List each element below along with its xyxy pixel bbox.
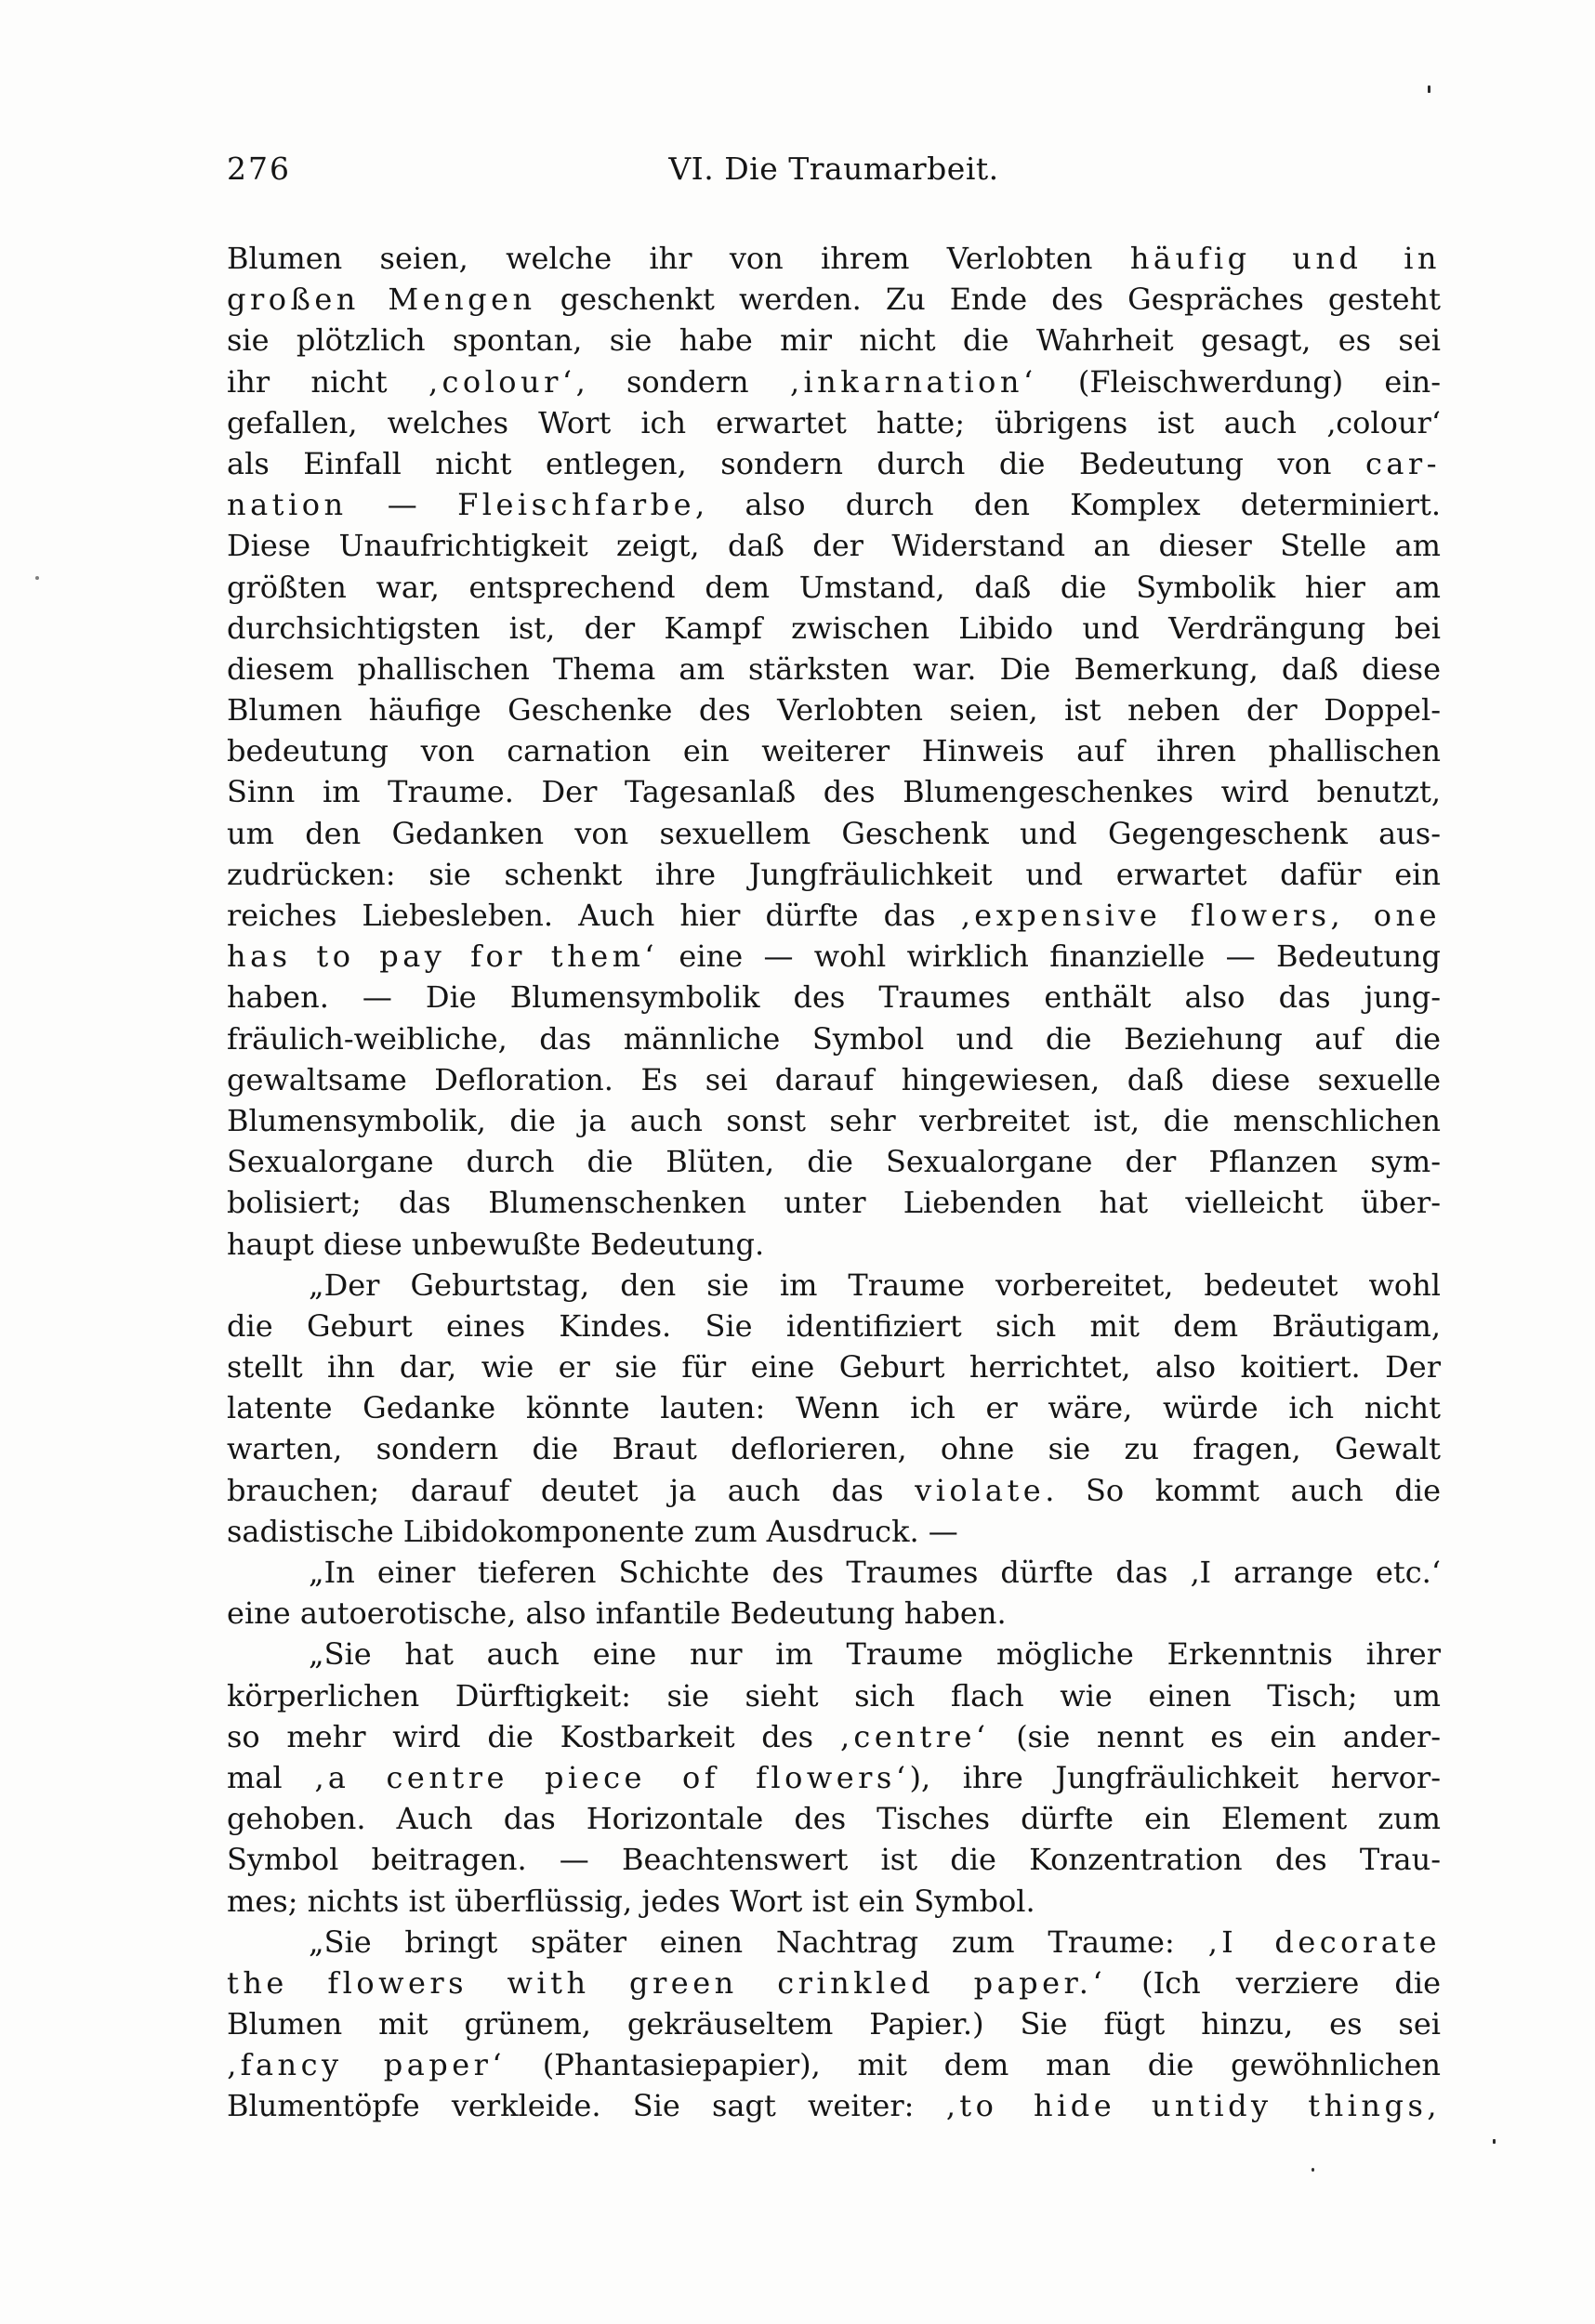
- text-segment: eine autoerotische, also infantile Bedeutung haben.: [227, 1595, 1007, 1632]
- text-line: [227, 649, 1441, 689]
- text-segment: gewaltsame Defloration. Es sei darauf hingewiesen, daß diese sexuelle: [227, 1061, 1441, 1097]
- text-line: [227, 1593, 1441, 1634]
- text-line: [227, 1059, 1441, 1100]
- text-line: [227, 1511, 1441, 1552]
- text-line: [227, 1306, 1441, 1346]
- text-line: [227, 689, 1441, 730]
- text-segment: gefallen, welches Wort ich erwartet hatte; übrigens ist auch ‚colour‘: [227, 404, 1441, 440]
- scan-speck: [35, 576, 39, 580]
- text-segment: „In einer tieferen Schichte des Traumes dürfte das ‚I arrange etc.‘: [309, 1555, 1441, 1590]
- text-segment: so mehr wird die Kostbarkeit des: [227, 1718, 840, 1754]
- text-segment: Blumen seien, welche ihr von ihrem Verlobten: [227, 241, 1130, 276]
- text-line: [227, 1470, 1441, 1511]
- text-segment: mal: [227, 1759, 315, 1795]
- text-line: [227, 936, 1441, 977]
- emphasized-text: Fleischfarbe: [457, 487, 696, 523]
- scan-speck: [1493, 2139, 1496, 2144]
- text-line: [227, 1634, 1441, 1674]
- text-line: [227, 1881, 1441, 1922]
- text-line: [227, 977, 1441, 1018]
- text-line: [227, 279, 1441, 320]
- text-line: [227, 238, 1441, 279]
- text-line: [227, 1141, 1441, 1182]
- text-line: [227, 443, 1441, 484]
- text-line: [227, 567, 1441, 608]
- emphasized-text: ‚I decorate: [1207, 1924, 1442, 1960]
- emphasized-text: the flowers with green crinkled paper.‘: [227, 1964, 1107, 2001]
- text-segment: sie plötzlich spontan, sie habe mir nicht die Wahrheit gesagt, es sei: [227, 322, 1441, 359]
- text-line: [227, 320, 1441, 361]
- emphasized-text: ‚a centre piece of flowers‘: [314, 1759, 910, 1795]
- text-segment: um den Gedanken von sexuellem Geschenk und Gegengeschenk aus-: [227, 815, 1441, 851]
- text-segment: bolisiert; das Blumenschenken unter Liebenden hat vielleicht über-: [227, 1185, 1441, 1221]
- chapter-header: VI. Die Traumarbeit.: [668, 151, 999, 187]
- text-segment: sadistische Libidokomponente zum Ausdruck. —: [227, 1513, 958, 1549]
- text-segment: zudrücken: sie schenkt ihre Jungfräulichkeit und erwartet dafür ein: [227, 856, 1441, 892]
- emphasized-text: has to pay for them‘: [227, 939, 659, 975]
- emphasized-text: car-: [1364, 445, 1441, 481]
- text-line: [227, 771, 1441, 812]
- text-line: [227, 1346, 1441, 1387]
- emphasized-text: häufig und in: [1129, 241, 1442, 276]
- running-head: [227, 149, 1441, 191]
- text-segment: ), ihre Jungfräulichkeit hervor-: [909, 1759, 1442, 1795]
- text-segment: , also durch den Komplex determiniert.: [695, 487, 1442, 523]
- body-text: [227, 238, 1441, 2127]
- text-segment: „Sie bringt später einen Nachtrag zum Traume:: [309, 1924, 1208, 1960]
- text-segment: eine — wohl wirklich finanzielle — Bedeutung: [658, 939, 1441, 975]
- page-number: 276: [227, 151, 291, 187]
- text-line: [227, 1963, 1441, 2003]
- text-segment: —: [347, 487, 458, 523]
- text-segment: mes; nichts ist überflüssig, jedes Wort ist ein Symbol.: [227, 1883, 1035, 1919]
- text-line: [227, 1100, 1441, 1141]
- text-segment: Sinn im Traume. Der Tagesanlaß des Blumengeschenkes wird benutzt,: [227, 774, 1441, 810]
- text-line: [227, 1387, 1441, 1428]
- text-segment: gehoben. Auch das Horizontale des Tisches dürfte ein Element zum: [227, 1801, 1441, 1837]
- text-line: [227, 895, 1441, 936]
- text-segment: , sondern: [575, 363, 790, 400]
- text-segment: als Einfall nicht entlegen, sondern durch die Bedeutung von: [227, 445, 1365, 481]
- text-line: [227, 608, 1441, 649]
- text-segment: brauchen; darauf deutet ja auch das: [227, 1472, 916, 1508]
- text-segment: reiches Liebesleben. Auch hier dürfte das: [227, 898, 961, 933]
- text-segment: körperlichen Dürftigkeit: sie sieht sich flach wie einen Tisch; um: [227, 1677, 1441, 1713]
- text-segment: . So kommt auch die: [1045, 1472, 1442, 1508]
- text-segment: (sie nennt es ein ander-: [989, 1718, 1442, 1754]
- text-segment: größten war, entsprechend dem Umstand, daß die Symbolik hier am: [227, 569, 1441, 605]
- text-line: [227, 2003, 1441, 2044]
- text-line: [227, 2085, 1441, 2126]
- text-segment: „Sie hat auch eine nur im Traume mögliche Erkenntnis ihrer: [309, 1636, 1441, 1673]
- text-line: [227, 1552, 1441, 1593]
- text-segment: Blumensymbolik, die ja auch sonst sehr verbreitet ist, die menschlichen: [227, 1102, 1441, 1138]
- text-segment: die Geburt eines Kindes. Sie identifiziert sich mit dem Bräutigam,: [227, 1307, 1441, 1344]
- text-line: [227, 1018, 1441, 1059]
- text-segment: „Der Geburtstag, den sie im Traume vorbereitet, bedeutet wohl: [309, 1267, 1441, 1303]
- text-segment: (Phantasiepapier), mit dem man die gewöhnlichen: [506, 2047, 1441, 2083]
- text-segment: (Fleischwerdung) ein-: [1036, 363, 1442, 400]
- text-line: [227, 525, 1441, 566]
- text-line: [227, 1798, 1441, 1839]
- text-line: [227, 854, 1441, 895]
- emphasized-text: nation: [227, 487, 348, 523]
- text-segment: Symbol beitragen. — Beachtenswert ist die Konzentration des Trau-: [227, 1842, 1441, 1878]
- text-segment: durchsichtigsten ist, der Kampf zwischen Libido und Verdrängung bei: [227, 610, 1441, 646]
- text-line: [227, 402, 1441, 443]
- text-line: [227, 1224, 1441, 1265]
- text-segment: Blumen häufige Geschenke des Verlobten seien, ist neben der Doppel-: [227, 692, 1441, 729]
- emphasized-text: ‚inkarnation‘: [789, 363, 1037, 400]
- text-segment: Sexualorgane durch die Blüten, die Sexualorgane der Pflanzen sym-: [227, 1144, 1441, 1180]
- text-line: [227, 1265, 1441, 1306]
- text-line: [227, 1428, 1441, 1469]
- text-segment: stellt ihn dar, wie er sie für eine Geburt herrichtet, also koitiert. Der: [227, 1349, 1441, 1385]
- text-segment: diesem phallischen Thema am stärksten war. Die Bemerkung, daß diese: [227, 650, 1441, 687]
- text-line: [227, 1922, 1441, 1963]
- text-segment: haupt diese unbewußte Bedeutung.: [227, 1226, 765, 1262]
- text-line: [227, 730, 1441, 771]
- text-line: [227, 1757, 1441, 1798]
- text-segment: Blumen mit grünem, gekräuseltem Papier.) Sie fügt hinzu, es sei: [227, 2006, 1441, 2042]
- text-segment: bedeutung von carnation ein weiterer Hinweis auf ihren phallischen: [227, 733, 1441, 769]
- emphasized-text: ‚to hide untidy things,: [945, 2088, 1442, 2124]
- text-line: [227, 1839, 1441, 1880]
- text-line: [227, 484, 1441, 525]
- emphasized-text: ‚centre‘: [839, 1718, 990, 1754]
- scan-speck: [1312, 2168, 1314, 2172]
- text-segment: ihr nicht: [227, 363, 428, 400]
- text-line: [227, 361, 1441, 402]
- text-line: [227, 1182, 1441, 1223]
- text-segment: warten, sondern die Braut deflorieren, ohne sie zu fragen, Gewalt: [227, 1431, 1441, 1467]
- text-line: [227, 2044, 1441, 2085]
- text-segment: fräulich-weibliche, das männliche Symbol und die Beziehung auf die: [227, 1020, 1441, 1057]
- emphasized-text: violate: [915, 1472, 1046, 1508]
- text-segment: geschenkt werden. Zu Ende des Gespräches gesteht: [535, 282, 1441, 318]
- scan-speck: [1428, 85, 1430, 93]
- text-segment: latente Gedanke könnte lauten: Wenn ich er wäre, würde ich nicht: [227, 1390, 1441, 1426]
- text-segment: (Ich verziere die: [1106, 1964, 1441, 2001]
- emphasized-text: ‚colour‘: [428, 363, 576, 400]
- emphasized-text: ‚expensive flowers, one: [960, 898, 1441, 933]
- text-line: [227, 813, 1441, 854]
- text-segment: Diese Unaufrichtigkeit zeigt, daß der Widerstand an dieser Stelle am: [227, 528, 1441, 564]
- text-segment: Blumentöpfe verkleide. Sie sagt weiter:: [227, 2088, 946, 2124]
- text-line: [227, 1675, 1441, 1716]
- emphasized-text: großen Mengen: [227, 282, 536, 318]
- text-segment: haben. — Die Blumensymbolik des Traumes enthält also das jung-: [227, 979, 1441, 1016]
- emphasized-text: ‚fancy paper‘: [227, 2047, 507, 2083]
- text-line: [227, 1716, 1441, 1757]
